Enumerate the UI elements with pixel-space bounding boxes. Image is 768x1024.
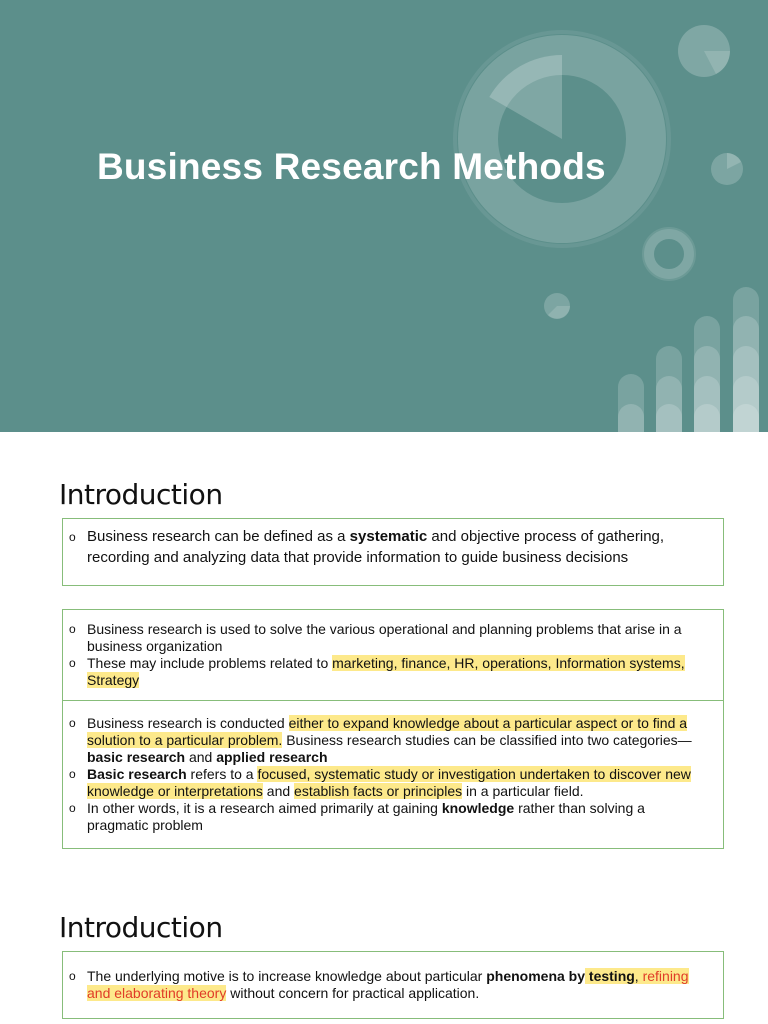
list-item: o Business research is used to solve the various operational and planning problems that arise in a business organization xyxy=(63,621,709,655)
decorative-graphics xyxy=(0,0,768,432)
title-slide xyxy=(0,0,768,432)
research-types-box xyxy=(62,700,724,849)
usage-box xyxy=(62,609,724,701)
section-title-introduction: Introduction xyxy=(59,478,223,511)
bar-decoration xyxy=(618,287,759,432)
section-title-introduction-2: Introduction xyxy=(59,911,223,944)
definition-box xyxy=(62,518,724,586)
list-item: o Business research is conducted either to expand knowledge about a particular aspect or to find a solution to a particular problem. Business research studies can be classified into two categories—basic research and applied research xyxy=(63,715,709,766)
list-item: o The underlying motive is to increase knowledge about particular phenomena by testing, refining and elaborating theory without concern for practical application. xyxy=(63,968,709,1002)
list-item: o Basic research refers to a focused, systematic study or investigation undertaken to discover new knowledge or interpretations and establish facts or principles in a particular field. xyxy=(63,766,709,800)
list-item: o Business research can be defined as a systematic and objective process of gathering, recording and analyzing data that provide information to guide business decisions xyxy=(63,526,711,568)
motive-box xyxy=(62,951,724,1019)
list-item: o These may include problems related to marketing, finance, HR, operations, Information systems, Strategy xyxy=(63,655,709,689)
list-item: o In other words, it is a research aimed primarily at gaining knowledge rather than solving a pragmatic problem xyxy=(63,800,709,834)
small-donut xyxy=(649,234,689,274)
page-title: Business Research Methods xyxy=(97,146,606,187)
